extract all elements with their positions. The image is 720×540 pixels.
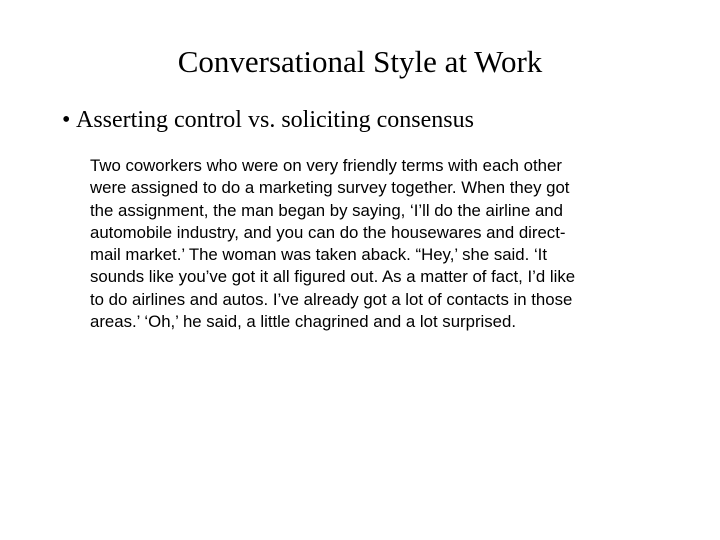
paragraph-line: to do airlines and autos. I’ve already got a lot of contacts in those [90,289,573,309]
paragraph-line: areas.’ ‘Oh,’ he said, a little chagrined and a lot surprised. [90,312,516,332]
paragraph-line: mail market.’ The woman was taken aback. “Hey,’ she said. ‘It [90,245,548,265]
paragraph-line: were assigned to do a marketing survey together. When they got [90,178,570,198]
bullet-text: Asserting control vs. soliciting consensus [76,107,474,133]
bullet-marker: • [62,107,71,133]
paragraph-line: Two coworkers who were on very friendly terms with each other [90,156,562,175]
slide-title: Conversational Style at Work [177,44,543,79]
paragraph-line: the assignment, the man began by saying, ‘I’ll do the airline and [90,200,563,220]
body-paragraph [90,155,650,333]
bullet-point [62,104,702,136]
paragraph-line: sounds like you’ve got it all figured out. As a matter of fact, I’d like [90,267,576,287]
paragraph-line: automobile industry, and you can do the housewares and direct- [90,222,566,242]
